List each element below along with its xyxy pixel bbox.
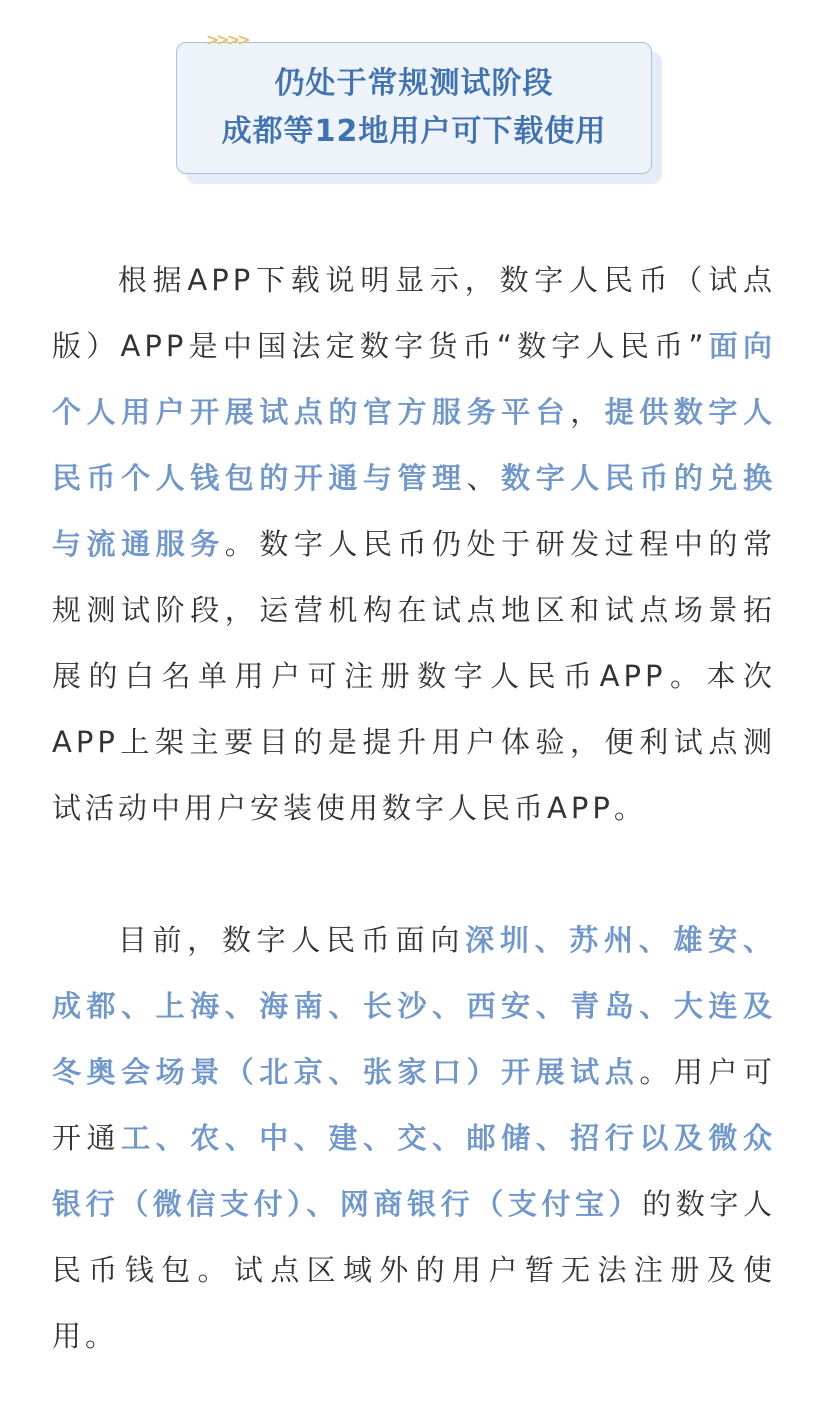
paragraph-2-text-1: 目前，数字人民币面向 xyxy=(116,923,466,957)
paragraph-1-text-4: 。数字人民币仍处于研发过程中的常规测试阶段，运营机构在试点地区和试点场景拓展的白名单用户可注册数字人民币APP。本次APP上架主要目的是提升用户体验，便利试点测试活动中用户安装使用数字人民币APP。 xyxy=(52,527,776,825)
paragraph-1-highlight-2: 提供数字人民币个人钱包的开通与管理 xyxy=(52,395,776,495)
paragraph-1-text-2: ， xyxy=(570,395,605,429)
paragraph-1-text-1: 根据APP下载说明显示，数字人民币（试点版）APP是中国法定数字货币“数字人民币” xyxy=(52,263,776,363)
title-box xyxy=(176,42,652,174)
paragraph-2-text-3: 的数字人民币钱包。试点区域外的用户暂无法注册及使用。 xyxy=(52,1187,776,1353)
title-line-2: 成都等12地用户可下载使用 xyxy=(221,114,607,149)
paragraph-2-text-2: 。用户可开通 xyxy=(52,1055,776,1155)
paragraph-2 xyxy=(52,907,776,1369)
paragraph-1-highlight-1: 面向个人用户开展试点的官方服务平台 xyxy=(52,329,776,429)
paragraph-1-highlight-3: 数字人民币的兑换与流通服务 xyxy=(52,461,776,561)
paragraph-2-highlight-1: 深圳、苏州、雄安、成都、上海、海南、长沙、西安、青岛、大连及冬奥会场景（北京、张家口）开展试点 xyxy=(52,923,776,1089)
paragraph-1-text-3: 、 xyxy=(466,461,502,495)
title-line-1: 仍处于常规测试阶段 xyxy=(274,66,554,101)
paragraph-1 xyxy=(52,247,776,841)
chevrons-icon: >>>> xyxy=(206,30,248,49)
paragraph-2-highlight-2: 工、农、中、建、交、邮储、招行以及微众银行（微信支付）、网商银行（支付宝） xyxy=(52,1121,776,1221)
